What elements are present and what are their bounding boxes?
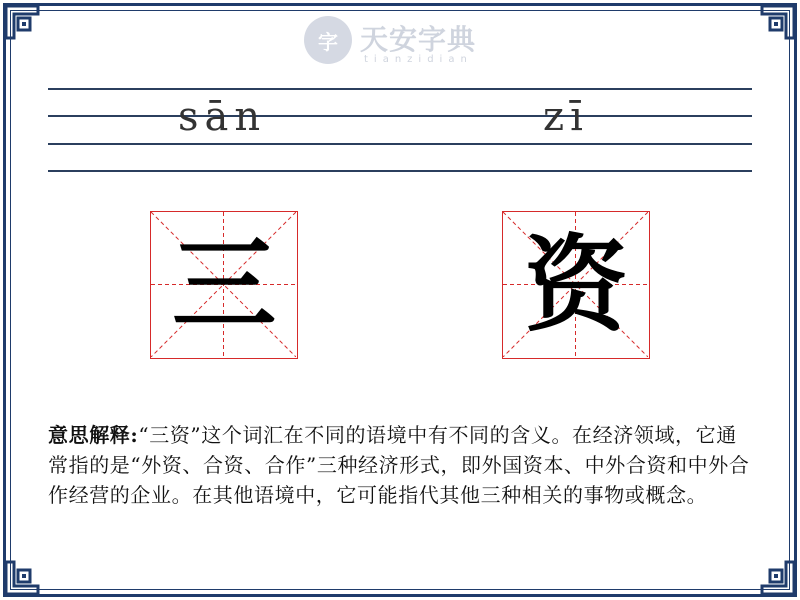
character-1: 三 <box>171 223 276 346</box>
corner-ornament-icon <box>756 0 800 44</box>
pinyin-syllable-2: zī <box>543 94 589 140</box>
logo-subtitle: tianzidian <box>364 54 473 65</box>
pinyin-ruled-lines <box>48 88 752 172</box>
corner-ornament-icon <box>0 556 44 600</box>
site-logo <box>304 14 504 70</box>
explanation-paragraph <box>48 420 752 510</box>
logo-badge-icon: 字 <box>304 16 352 64</box>
explanation-text: “三资”这个词汇在不同的语境中有不同的含义。在经济领域，它通常指的是“外资、合资、合作”三种经济形式，即外国资本、中外合资和中外合作经营的企业。在其他语境中，它可能指代其他三种相关的事物或概念。 <box>48 423 750 507</box>
pinyin-syllable-1: sān <box>178 94 267 140</box>
character-grid-1 <box>150 211 298 359</box>
character-2: 资 <box>523 223 628 346</box>
explanation-label: 意思解释: <box>48 423 139 447</box>
corner-ornament-icon <box>756 556 800 600</box>
corner-ornament-icon <box>0 0 44 44</box>
character-grid-2 <box>502 211 650 359</box>
logo-title: 天安字典 <box>360 23 477 56</box>
